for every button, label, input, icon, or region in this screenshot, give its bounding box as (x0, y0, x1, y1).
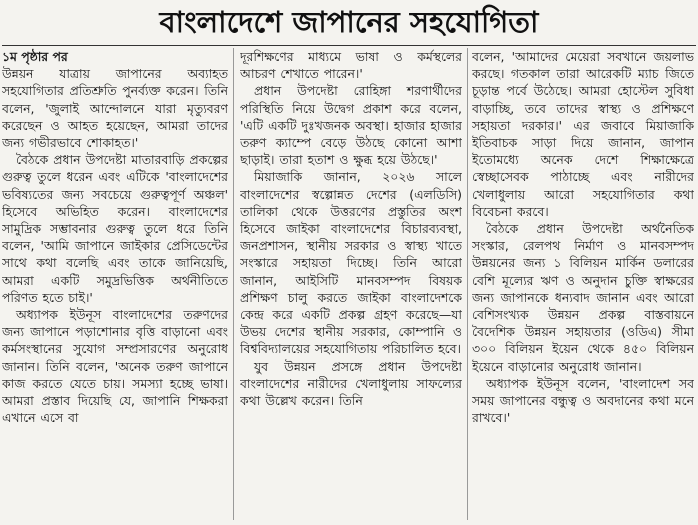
paragraph: যুব উন্নয়ন প্রসঙ্গে প্রধান উপদেষ্টা বাংলাদেশের নারীদের খেলাধুলায় সাফল্যের কথা উল্লেখ করেন। তিনি (240, 358, 462, 409)
paragraph: দূরশিক্ষণের মাধ্যমে ভাষা ও কর্মস্থলের আচরণ শেখাতে পারেন।' (240, 49, 462, 82)
column-divider (233, 48, 234, 520)
continuation-label: ১ম পৃষ্ঠার পর (2, 49, 68, 64)
article-column-3 (472, 48, 694, 518)
headline-rule (2, 45, 696, 46)
article-column-2 (240, 48, 462, 518)
paragraph: বৈঠকে প্রধান উপদেষ্টা মাতারবাড়ি প্রকল্পের গুরুত্ব তুলে ধরেন এবং এটিকে 'বাংলাদেশের ভবিষ্যতের জন্য সবচেয়ে গুরুত্বপূর্ণ অঞ্চল' হিসেবে অভিহিত করেন। বাংলাদেশের সামুদ্রিক সম্ভাবনার গুরুত্ব তুলে ধরে তিনি বলেন, 'আমি জাপানে জাইকার প্রেসিডেন্টের সাথে কথা বলেছি এবং তাকে জানিয়েছি, আমরা একটি সমুদ্রভিত্তিক অর্থনীতিতে পরিণত হতে চাই।' (2, 152, 228, 305)
paragraph: উন্নয়ন যাত্রায় জাপানের অব্যাহত সহযোগিতার প্রতিশ্রুতি পুনর্ব্যক্ত করেন। তিনি বলেন, 'জুলাই আন্দোলনে যারা মৃত্যুবরণ করেছেন ও আহত হয়েছেন, আমরা তাদের জন্য গভীরভাবে শোকাহত।' (2, 66, 228, 151)
paragraph: বলেন, 'আমাদের মেয়েরা সবখানে জয়লাভ করছে। গতকাল তারা আরেকটি ম্যাচ জিতে চূড়ান্ত পর্বে উঠেছে। আমরা হোস্টেল সুবিধা বাড়াচ্ছি, তবে তাদের স্বাস্থ্য ও প্রশিক্ষণে সহায়তা দরকার।' এর জবাবে মিয়াজাকি ইতিবাচক সাড়া দিয়ে জানান, জাপান ইতোমধ্যে অনেক দেশে শিক্ষাক্ষেত্রে স্বেচ্ছাসেবক পাঠাচ্ছে এবং নারীদের খেলাধুলায় আরো সহযোগিতার কথা বিবেচনা করবে। (472, 49, 694, 219)
paragraph: অধ্যাপক ইউনূস বলেন, 'বাংলাদেশ সব সময় জাপানের বন্ধুত্ব ও অবদানের কথা মনে রাখবে।' (472, 375, 694, 426)
paragraph: মিয়াজাকি জানান, ২০২৬ সালে বাংলাদেশের স্বল্পোন্নত দেশের (এলডিসি) তালিকা থেকে উত্তরণের প্রস্তুতির অংশ হিসেবে জাইকা বাংলাদেশের বিচারব্যবস্থা, জনপ্রশাসন, স্থানীয় সরকার ও স্বাস্থ্য খাতে সংস্কারে সহায়তা দিচ্ছে। তিনি আরো জানান, আইসিটি মানবসম্পদ বিষয়ক প্রশিক্ষণ চালু করতে জাইকা বাংলাদেশকে কেন্দ্র করে একটি প্রকল্প গ্রহণ করেছে—যা উভয় দেশের স্থানীয় সরকার, কোম্পানি ও বিশ্ববিদ্যালয়ের সহযোগিতায় পরিচালিত হবে। (240, 169, 462, 357)
paragraph: বৈঠকে প্রধান উপদেষ্টা অর্থনৈতিক সংস্কার, রেলপথ নির্মাণ ও মানবসম্পদ উন্নয়নের জন্য ১ বিলিয়ন মার্কিন ডলারের বেশি মূল্যের ঋণ ও অনুদান চুক্তি স্বাক্ষরের জন্য জাপানকে ধন্যবাদ জানান এবং আরো বেশিসংখ্যক উন্নয়ন প্রকল্প বাস্তবায়নে বৈদেশিক উন্নয়ন সহায়তার (ওডিএ) সীমা ৩০০ বিলিয়ন ইয়েন থেকে ৪৫০ বিলিয়ন ইয়েনে বাড়ানোর অনুরোধ জানান। (472, 221, 694, 374)
paragraph: অধ্যাপক ইউনূস বাংলাদেশের তরুণদের জন্য জাপানে পড়াশোনার বৃত্তি বাড়ানো এবং কর্মসংস্থানের সুযোগ সম্প্রসারণের অনুরোধ জানান। তিনি বলেন, 'অনেক তরুণ জাপানে কাজ করতে যেতে চায়। সমস্যা হচ্ছে ভাষা। আমরা প্রস্তাব দিয়েছি যে, জাপানি শিক্ষকরা এখানে এসে বা (2, 307, 228, 426)
article-column-1 (2, 48, 228, 518)
article-headline: বাংলাদেশে জাপানের সহযোগিতা (159, 5, 539, 39)
column-divider (467, 48, 468, 520)
paragraph: প্রধান উপদেষ্টা রোহিঙ্গা শরণার্থীদের পরিস্থিতি নিয়ে উদ্বেগ প্রকাশ করে বলেন, 'এটি একটি দুঃখজনক অবস্থা। হাজার হাজার তরুণ ক্যাম্পে বেড়ে উঠছে কোনো আশা ছাড়াই। তারা হতাশ ও ক্ষুব্ধ হয়ে উঠছে।' (240, 83, 462, 168)
